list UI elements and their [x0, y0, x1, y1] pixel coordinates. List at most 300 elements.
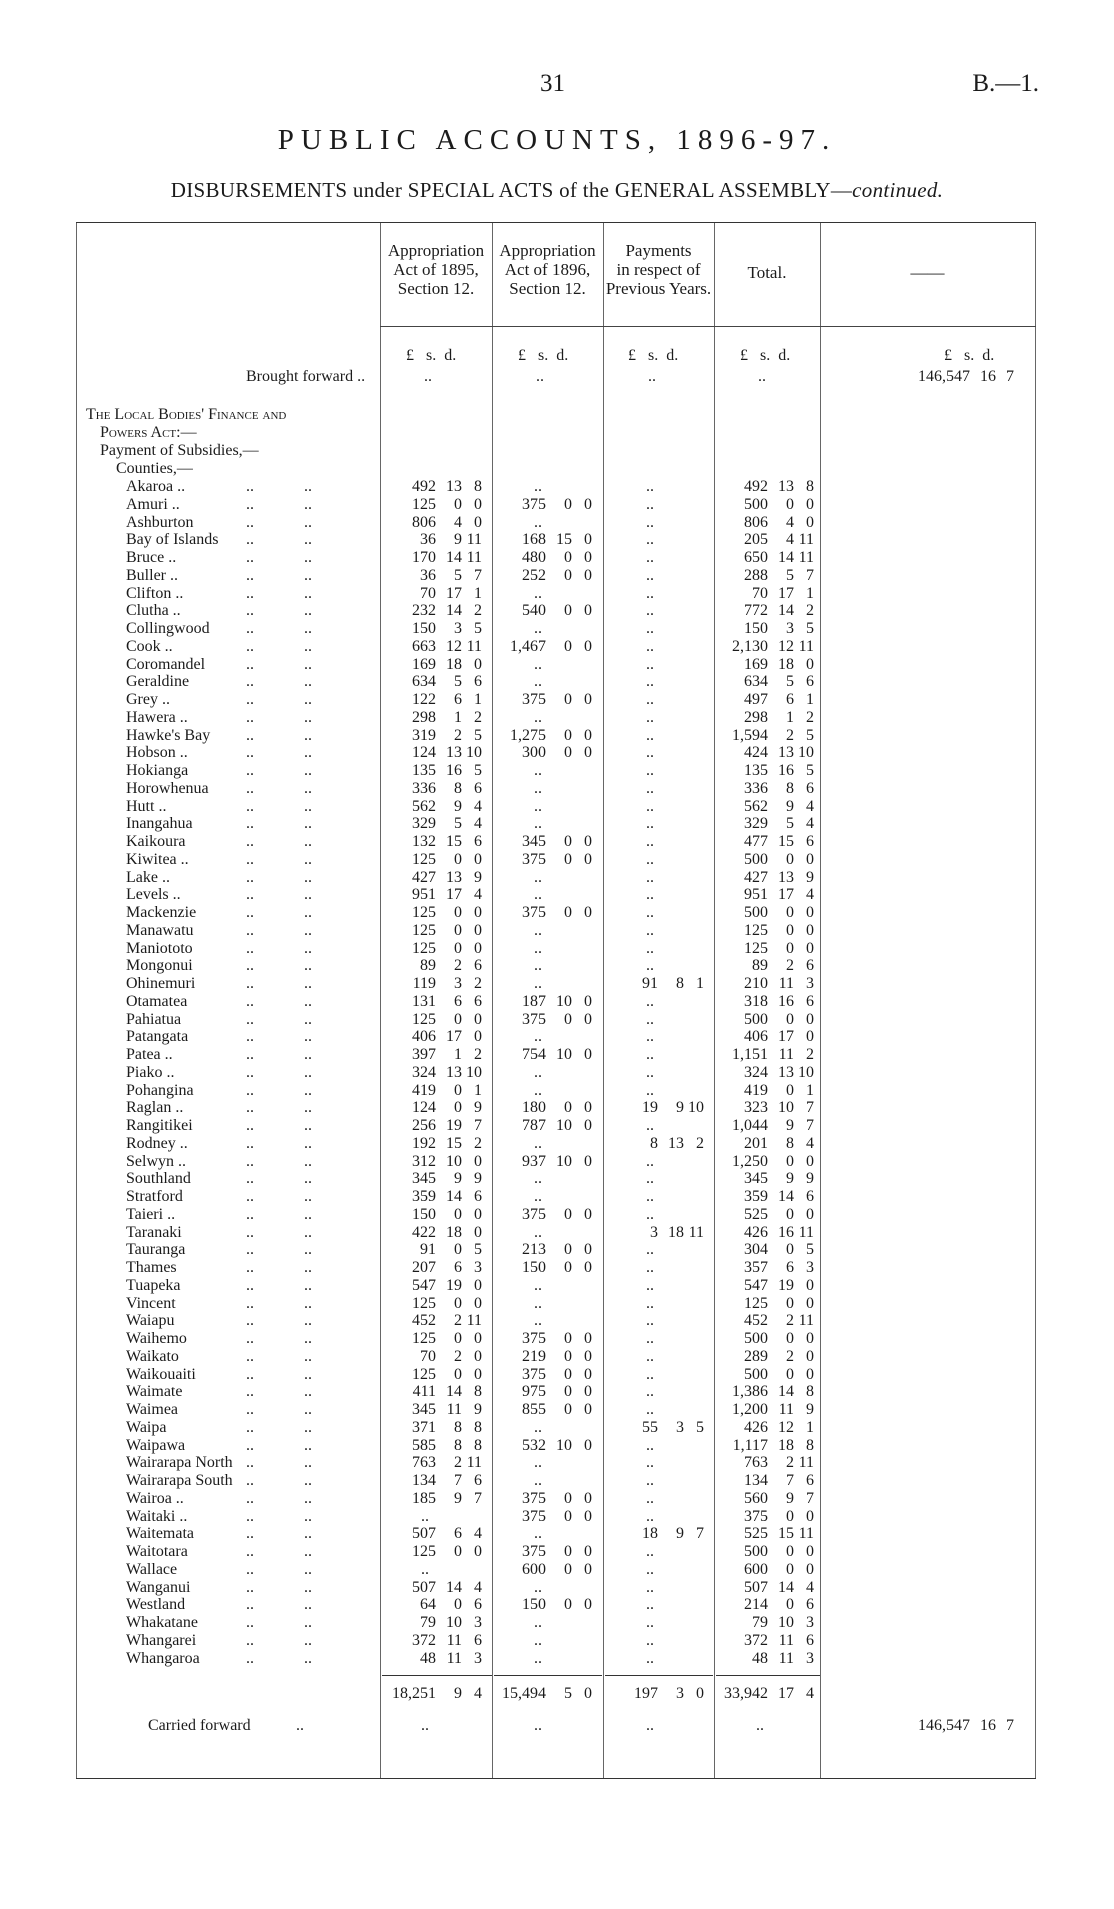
county-name: Wanganui [126, 1579, 191, 1596]
amount-act-1896: 754 10 0 [522, 1046, 592, 1063]
county-name: Lake .. [126, 869, 170, 886]
county-name: Kaikoura [126, 833, 186, 850]
leader-dots: .. [246, 1632, 254, 1649]
county-name: Vincent [126, 1295, 176, 1312]
leader-dots: .. [246, 602, 254, 619]
amount-total: 507 14 4 [744, 1579, 814, 1596]
county-name: Kiwitea .. [126, 851, 189, 868]
amount-act-1895: 122 6 1 [412, 691, 482, 708]
amount-act-1895: 36 9 11 [420, 531, 482, 548]
amount-total: 426 16 11 [744, 1224, 814, 1241]
amount-act-1896: .. [534, 620, 542, 637]
amount-previous-years: .. [646, 1614, 654, 1631]
leader-dots: .. [304, 1419, 312, 1436]
amount-act-1896: .. [534, 1188, 542, 1205]
amount-total: 634 5 6 [744, 673, 814, 690]
amount-act-1895: 89 2 6 [420, 957, 482, 974]
amount-act-1896: .. [534, 1472, 542, 1489]
amount-act-1895: 298 1 2 [412, 709, 482, 726]
units-header-col4: £ s. d. [740, 347, 791, 364]
amount-act-1896: 375 0 0 [522, 1366, 592, 1383]
amount-act-1896: .. [534, 780, 542, 797]
section-heading-1: The Local Bodies' Finance and [86, 406, 287, 423]
total-grand: 33,942 17 4 [724, 1685, 814, 1702]
leader-dots: .. [246, 585, 254, 602]
amount-act-1895: 397 1 2 [412, 1046, 482, 1063]
amount-total: 424 13 10 [744, 744, 814, 761]
county-name: Selwyn .. [126, 1153, 186, 1170]
column-header-act-1896: Appropriation Act of 1896, Section 12. [499, 241, 596, 298]
amount-act-1895: 125 0 0 [412, 940, 482, 957]
brought-forward-col3: .. [648, 368, 656, 385]
amount-act-1896: 375 0 0 [522, 496, 592, 513]
county-name: Waitaki .. [126, 1508, 188, 1525]
leader-dots: .. [246, 531, 254, 548]
leader-dots: .. [246, 1117, 254, 1134]
leader-dots: .. [246, 1366, 254, 1383]
amount-previous-years: .. [646, 1490, 654, 1507]
leader-dots: .. [246, 851, 254, 868]
leader-dots: .. [304, 1312, 312, 1329]
column-header-total: Total. [747, 263, 787, 282]
amount-previous-years: .. [646, 1153, 654, 1170]
amount-total: 336 8 6 [744, 780, 814, 797]
leader-dots: .. [304, 1206, 312, 1223]
leader-dots: .. [304, 1596, 312, 1613]
amount-act-1895: 134 7 6 [412, 1472, 482, 1489]
amount-act-1895: 79 10 3 [420, 1614, 482, 1631]
amount-total: 1,250 0 0 [732, 1153, 814, 1170]
leader-dots: .. [304, 957, 312, 974]
amount-act-1896: 532 10 0 [522, 1437, 592, 1454]
document-reference: B.—1. [972, 70, 1039, 97]
amount-previous-years: 8 13 2 [650, 1135, 704, 1152]
amount-act-1895: 125 0 0 [412, 1543, 482, 1560]
county-name: Westland [126, 1596, 186, 1613]
county-name: Otamatea [126, 993, 188, 1010]
amount-previous-years: .. [646, 1437, 654, 1454]
leader-dots: .. [304, 673, 312, 690]
county-name: Waikato [126, 1348, 179, 1365]
leader-dots: .. [304, 1614, 312, 1631]
leader-dots: .. [246, 1188, 254, 1205]
amount-total: 318 16 6 [744, 993, 814, 1010]
amount-previous-years: .. [646, 1330, 654, 1347]
county-name: Waipa [126, 1419, 167, 1436]
leader-dots: .. [304, 1632, 312, 1649]
leader-dots: .. [304, 744, 312, 761]
amount-act-1896: .. [534, 762, 542, 779]
amount-act-1896: .. [534, 957, 542, 974]
leader-dots: .. [246, 638, 254, 655]
amount-act-1896: 787 10 0 [522, 1117, 592, 1134]
amount-total: 134 7 6 [744, 1472, 814, 1489]
amount-act-1896: .. [534, 478, 542, 495]
amount-act-1895: 585 8 8 [412, 1437, 482, 1454]
amount-total: 1,044 9 7 [732, 1117, 814, 1134]
brought-forward-label: Brought forward .. [246, 368, 366, 385]
amount-previous-years: .. [646, 1383, 654, 1400]
amount-act-1896: .. [534, 709, 542, 726]
leader-dots: .. [304, 656, 312, 673]
leader-dots: .. [246, 1295, 254, 1312]
amount-total: 477 15 6 [744, 833, 814, 850]
amount-total: 150 3 5 [744, 620, 814, 637]
amount-previous-years: .. [646, 1543, 654, 1560]
brought-forward-col4: .. [758, 368, 766, 385]
amount-total: 375 0 0 [744, 1508, 814, 1525]
amount-previous-years: .. [646, 567, 654, 584]
amount-total: 323 10 7 [744, 1099, 814, 1116]
leader-dots: .. [304, 1011, 312, 1028]
amount-act-1895: 359 14 6 [412, 1188, 482, 1205]
amount-total: 560 9 7 [744, 1490, 814, 1507]
amount-act-1896: .. [534, 1454, 542, 1471]
amount-act-1896: 219 0 0 [522, 1348, 592, 1365]
leader-dots: .. [304, 638, 312, 655]
county-name: Thames [126, 1259, 177, 1276]
amount-act-1896: 375 0 0 [522, 1543, 592, 1560]
amount-act-1896: .. [534, 1419, 542, 1436]
amount-act-1895: 329 5 4 [412, 815, 482, 832]
leader-dots: .. [246, 1543, 254, 1560]
amount-act-1896: .. [534, 514, 542, 531]
county-name: Coromandel [126, 656, 206, 673]
county-name: Clutha .. [126, 602, 181, 619]
amount-previous-years: .. [646, 993, 654, 1010]
leader-dots: .. [296, 1717, 304, 1734]
total-rule [382, 1675, 492, 1676]
amount-previous-years: .. [646, 1170, 654, 1187]
amount-act-1895: 763 2 11 [412, 1454, 482, 1471]
county-name: Pahiatua [126, 1011, 182, 1028]
amount-previous-years: .. [646, 1454, 654, 1471]
carried-forward-col5: 146,547 16 7 [918, 1717, 1014, 1734]
leader-dots: .. [246, 1206, 254, 1223]
amount-total: 298 1 2 [744, 709, 814, 726]
county-name: Maniototo [126, 940, 193, 957]
county-name: Raglan .. [126, 1099, 184, 1116]
leader-dots: .. [246, 1259, 254, 1276]
county-name: Levels .. [126, 886, 181, 903]
amount-previous-years: .. [646, 762, 654, 779]
amount-total: 497 6 1 [744, 691, 814, 708]
amount-act-1895: 806 4 0 [412, 514, 482, 531]
amount-act-1895: 422 18 0 [412, 1224, 482, 1241]
county-name: Patangata [126, 1028, 189, 1045]
leader-dots: .. [246, 514, 254, 531]
amount-act-1895: 91 0 5 [420, 1241, 482, 1258]
amount-previous-years: .. [646, 1046, 654, 1063]
leader-dots: .. [246, 1383, 254, 1400]
amount-previous-years: .. [646, 709, 654, 726]
county-name: Horowhenua [126, 780, 209, 797]
amount-previous-years: .. [646, 1632, 654, 1649]
amount-act-1896: .. [534, 922, 542, 939]
leader-dots: .. [304, 1508, 312, 1525]
amount-act-1896: 1,275 0 0 [510, 727, 592, 744]
county-name: Geraldine [126, 673, 190, 690]
leader-dots: .. [304, 1241, 312, 1258]
brought-forward-col2: .. [536, 368, 544, 385]
county-name: Whangaroa [126, 1650, 200, 1667]
amount-act-1896: .. [534, 673, 542, 690]
amount-act-1895: 634 5 6 [412, 673, 482, 690]
leader-dots: .. [246, 1579, 254, 1596]
amount-act-1895: 345 11 9 [412, 1401, 482, 1418]
leader-dots: .. [246, 620, 254, 637]
amount-total: 89 2 6 [752, 957, 814, 974]
carried-forward-dots: .. [421, 1717, 429, 1734]
leader-dots: .. [304, 798, 312, 815]
amount-total: 650 14 11 [744, 549, 814, 566]
county-name: Wallace [126, 1561, 178, 1578]
leader-dots: .. [246, 1153, 254, 1170]
leader-dots: .. [246, 1508, 254, 1525]
amount-previous-years: .. [646, 673, 654, 690]
county-name: Ohinemuri [126, 975, 196, 992]
amount-act-1895: 507 6 4 [412, 1525, 482, 1542]
leader-dots: .. [304, 780, 312, 797]
amount-act-1895: 207 6 3 [412, 1259, 482, 1276]
amount-previous-years: .. [646, 496, 654, 513]
amount-previous-years: .. [646, 727, 654, 744]
leader-dots: .. [246, 1437, 254, 1454]
leader-dots: .. [304, 691, 312, 708]
amount-previous-years: .. [646, 851, 654, 868]
amount-act-1895: 406 17 0 [412, 1028, 482, 1045]
leader-dots: .. [304, 1401, 312, 1418]
county-name: Grey .. [126, 691, 170, 708]
amount-previous-years: .. [646, 744, 654, 761]
amount-act-1895: 547 19 0 [412, 1277, 482, 1294]
county-name: Tuapeka [126, 1277, 181, 1294]
amount-act-1895: 411 14 8 [412, 1383, 482, 1400]
amount-total: 547 19 0 [744, 1277, 814, 1294]
amount-previous-years: .. [646, 780, 654, 797]
amount-act-1896: .. [534, 1295, 542, 1312]
leader-dots: .. [304, 549, 312, 566]
leader-dots: .. [304, 833, 312, 850]
amount-act-1895: 125 0 0 [412, 496, 482, 513]
leader-dots: .. [304, 531, 312, 548]
leader-dots: .. [304, 1525, 312, 1542]
amount-previous-years: .. [646, 1579, 654, 1596]
total-rule [605, 1675, 713, 1676]
leader-dots: .. [304, 727, 312, 744]
amount-total: 1,594 2 5 [732, 727, 814, 744]
carried-forward-dots: .. [756, 1717, 764, 1734]
county-name: Waimea [126, 1401, 179, 1418]
total-act-1895: 18,251 9 4 [392, 1685, 482, 1702]
amount-previous-years: .. [646, 1312, 654, 1329]
amount-act-1896: .. [534, 815, 542, 832]
leader-dots: .. [304, 478, 312, 495]
amount-act-1895: 232 14 2 [412, 602, 482, 619]
amount-previous-years: 55 3 5 [642, 1419, 704, 1436]
amount-total: 1,200 11 9 [732, 1401, 814, 1418]
amount-previous-years: 91 8 1 [642, 975, 704, 992]
leader-dots: .. [246, 780, 254, 797]
leader-dots: .. [304, 762, 312, 779]
amount-total: 772 14 2 [744, 602, 814, 619]
county-name: Tauranga [126, 1241, 186, 1258]
column-header-blank: —— [910, 263, 945, 282]
leader-dots: .. [246, 957, 254, 974]
amount-total: 357 6 3 [744, 1259, 814, 1276]
amount-total: 288 5 7 [744, 567, 814, 584]
leader-dots: .. [246, 656, 254, 673]
total-rule [494, 1675, 602, 1676]
leader-dots: .. [246, 1170, 254, 1187]
amount-total: 70 17 1 [752, 585, 814, 602]
amount-act-1895: 562 9 4 [412, 798, 482, 815]
amount-act-1895: 125 0 0 [412, 851, 482, 868]
amount-total: 1,117 18 8 [732, 1437, 814, 1454]
leader-dots: .. [246, 1064, 254, 1081]
amount-act-1896: 480 0 0 [522, 549, 592, 566]
amount-act-1896: 345 0 0 [522, 833, 592, 850]
leader-dots: .. [246, 1241, 254, 1258]
amount-total: 500 0 0 [744, 1011, 814, 1028]
amount-act-1895: 427 13 9 [412, 869, 482, 886]
column-header-act-1895: Appropriation Act of 1895, Section 12. [387, 241, 485, 298]
leader-dots: .. [246, 762, 254, 779]
amount-total: 426 12 1 [744, 1419, 814, 1436]
county-name: Inangahua [126, 815, 193, 832]
total-act-1896: 15,494 5 0 [502, 1685, 592, 1702]
amount-act-1895: 132 15 6 [412, 833, 482, 850]
amount-previous-years: .. [646, 691, 654, 708]
amount-total: 406 17 0 [744, 1028, 814, 1045]
amount-total: 500 0 0 [744, 1330, 814, 1347]
amount-act-1896: .. [534, 1277, 542, 1294]
amount-act-1896: .. [534, 1170, 542, 1187]
amount-total: 600 0 0 [744, 1561, 814, 1578]
subtitle-main: DISBURSEMENTS under SPECIAL ACTS of the GENERAL ASSEMBLY— [170, 178, 853, 202]
leader-dots: .. [304, 1543, 312, 1560]
county-name: Southland [126, 1170, 191, 1187]
amount-previous-years: .. [646, 904, 654, 921]
amount-act-1896: 975 0 0 [522, 1383, 592, 1400]
leader-dots: .. [246, 1525, 254, 1542]
column-header-previous-years: Payments in respect of Previous Years. [605, 241, 712, 298]
county-name: Taieri .. [126, 1206, 176, 1223]
leader-dots: .. [246, 1490, 254, 1507]
amount-total: 205 4 11 [744, 531, 814, 548]
amount-act-1895: 192 15 2 [412, 1135, 482, 1152]
amount-act-1895: 150 0 0 [412, 1206, 482, 1223]
leader-dots: .. [246, 673, 254, 690]
leader-dots: .. [304, 922, 312, 939]
amount-previous-years: .. [646, 1348, 654, 1365]
leader-dots: .. [304, 886, 312, 903]
county-name: Manawatu [126, 922, 194, 939]
amount-act-1896: 600 0 0 [522, 1561, 592, 1578]
county-name: Waitemata [126, 1525, 195, 1542]
amount-act-1896: 187 10 0 [522, 993, 592, 1010]
amount-act-1896: .. [534, 975, 542, 992]
amount-act-1895: .. [421, 1561, 429, 1578]
amount-previous-years: .. [646, 1401, 654, 1418]
leader-dots: .. [246, 691, 254, 708]
leader-dots: .. [304, 940, 312, 957]
leader-dots: .. [246, 496, 254, 513]
amount-act-1896: 252 0 0 [522, 567, 592, 584]
leader-dots: .. [246, 1330, 254, 1347]
leader-dots: .. [246, 1277, 254, 1294]
amount-act-1895: 125 0 0 [412, 1366, 482, 1383]
leader-dots: .. [246, 567, 254, 584]
amount-total: 525 15 11 [744, 1525, 814, 1542]
leader-dots: .. [246, 1472, 254, 1489]
leader-dots: .. [304, 975, 312, 992]
amount-total: 2,130 12 11 [732, 638, 814, 655]
amount-total: 500 0 0 [744, 904, 814, 921]
leader-dots: .. [304, 1135, 312, 1152]
amount-act-1896: 937 10 0 [522, 1153, 592, 1170]
county-name: Waihemo [126, 1330, 187, 1347]
amount-previous-years: .. [646, 1259, 654, 1276]
amount-act-1896: 1,467 0 0 [510, 638, 592, 655]
amount-previous-years: .. [646, 1117, 654, 1134]
leader-dots: .. [246, 1348, 254, 1365]
brought-forward-col1: .. [424, 368, 432, 385]
county-name: Hutt .. [126, 798, 167, 815]
leader-dots: .. [246, 833, 254, 850]
leader-dots: .. [246, 922, 254, 939]
leader-dots: .. [304, 1153, 312, 1170]
amount-previous-years: .. [646, 478, 654, 495]
county-name: Wairarapa North [126, 1454, 233, 1471]
leader-dots: .. [246, 1011, 254, 1028]
leader-dots: .. [246, 1419, 254, 1436]
page-title: PUBLIC ACCOUNTS, 1896-97. [277, 124, 837, 156]
amount-total: 562 9 4 [744, 798, 814, 815]
leader-dots: .. [304, 1082, 312, 1099]
leader-dots: .. [304, 1277, 312, 1294]
amount-act-1896: 855 0 0 [522, 1401, 592, 1418]
amount-total: 48 11 3 [752, 1650, 814, 1667]
amount-previous-years: .. [646, 638, 654, 655]
county-name: Whangarei [126, 1632, 197, 1649]
amount-act-1896: .. [534, 886, 542, 903]
county-name: Patea .. [126, 1046, 173, 1063]
leader-dots: .. [304, 620, 312, 637]
amount-total: 125 0 0 [744, 922, 814, 939]
subtitle-continued: continued. [852, 178, 944, 202]
brought-forward-col5: 146,547 16 7 [918, 368, 1014, 385]
amount-act-1895: 452 2 11 [412, 1312, 482, 1329]
county-name: Waipawa [126, 1437, 186, 1454]
section-sub-1: Payment of Subsidies,— [100, 442, 259, 459]
leader-dots: .. [304, 993, 312, 1010]
county-name: Rangitikei [126, 1117, 193, 1134]
amount-previous-years: .. [646, 886, 654, 903]
amount-total: 345 9 9 [744, 1170, 814, 1187]
amount-act-1895: 324 13 10 [412, 1064, 482, 1081]
amount-previous-years: .. [646, 1366, 654, 1383]
amount-previous-years: .. [646, 1650, 654, 1667]
leader-dots: .. [304, 1224, 312, 1241]
total-previous-years: 197 3 0 [634, 1685, 704, 1702]
leader-dots: .. [246, 1028, 254, 1045]
amount-total: 135 16 5 [744, 762, 814, 779]
amount-total: 324 13 10 [744, 1064, 814, 1081]
amount-previous-years: 3 18 11 [650, 1224, 704, 1241]
amount-act-1896: .. [534, 1525, 542, 1542]
amount-act-1896: 180 0 0 [522, 1099, 592, 1116]
